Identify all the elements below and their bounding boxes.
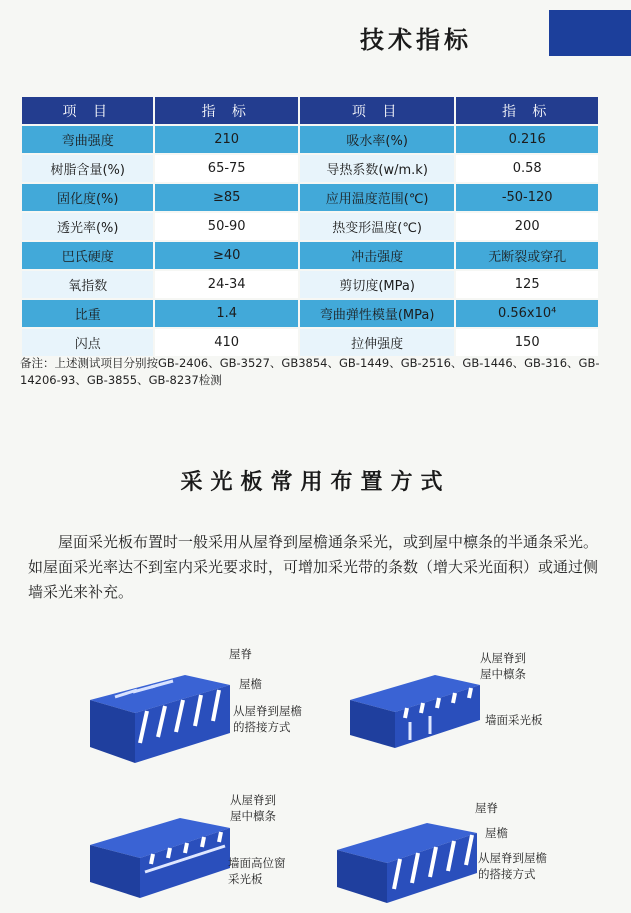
spec-item-cell: 闪点 [22, 329, 153, 356]
shed-building-illustration [85, 655, 235, 765]
spec-item-cell: 导热系数(w/m.k) [300, 155, 454, 182]
table-row [22, 271, 598, 298]
spec-item-cell: 氧指数 [22, 271, 153, 298]
spec-value-cell: 410 [155, 329, 297, 356]
spec-value-cell: 200 [456, 213, 598, 240]
table-header-row [22, 97, 598, 124]
callout-ridge-to-purlin: 从屋脊到 屋中檩条 [480, 651, 526, 681]
spec-item-cell: 热变形温度(℃) [300, 213, 454, 240]
spec-value-cell: 无断裂或穿孔 [456, 242, 598, 269]
col-header-item: 项 目 [22, 97, 153, 124]
spec-item-cell: 树脂含量(%) [22, 155, 153, 182]
callout-ridge-to-eave: 从屋脊到屋檐 的搭接方式 [233, 704, 302, 734]
spec-item-cell: 剪切度(MPa) [300, 271, 454, 298]
diagram-half-strip-wall [345, 660, 485, 750]
shed-building-illustration [332, 805, 482, 905]
spec-item-cell: 吸水率(%) [300, 126, 454, 153]
spec-value-cell: 0.216 [456, 126, 598, 153]
spec-value-cell: 150 [456, 329, 598, 356]
page-title: 技术指标 [360, 26, 472, 54]
diagram-full-strip-2 [332, 805, 482, 905]
spec-item-cell: 比重 [22, 300, 153, 327]
spec-table [20, 95, 600, 358]
spec-value-cell: 210 [155, 126, 297, 153]
table-row [22, 184, 598, 211]
callout-wall-panel: 墙面采光板 [485, 713, 543, 727]
table-row [22, 242, 598, 269]
shed-building-illustration [345, 660, 485, 750]
spec-item-cell: 弯曲强度 [22, 126, 153, 153]
spec-item-cell: 巴氏硬度 [22, 242, 153, 269]
test-standards-note: 备注：上述测试项目分别按GB-2406、GB-3527、GB3854、GB-1449、GB-2516、GB-1446、GB-316、GB-14206-93、GB-3855、GB-8237检测 [20, 356, 600, 387]
spec-value-cell: 0.56x10⁴ [456, 300, 598, 327]
callout-eave: 屋檐 [239, 677, 262, 691]
spec-value-cell: -50-120 [456, 184, 598, 211]
callout-ridge-to-eave: 从屋脊到屋檐 的搭接方式 [478, 851, 547, 881]
col-header-value: 指 标 [456, 97, 598, 124]
spec-value-cell: ≥85 [155, 184, 297, 211]
spec-item-cell: 应用温度范围(℃) [300, 184, 454, 211]
spec-value-cell: 0.58 [456, 155, 598, 182]
callout-high-window: 墙面高位窗 采光板 [228, 856, 286, 886]
header-accent-bar [549, 10, 631, 56]
table-row [22, 329, 598, 356]
section-intro: 屋面采光板布置时一般采用从屋脊到屋檐通条采光，或到屋中檩条的半通条采光。如屋面采光率达不到室内采光要求时，可增加采光带的条数（增大采光面积）或通过侧墙采光来补充。 [28, 533, 599, 601]
callout-ridge: 屋脊 [229, 647, 252, 661]
spec-item-cell: 弯曲弹性模量(MPa) [300, 300, 454, 327]
spec-value-cell: 24-34 [155, 271, 297, 298]
table-row [22, 126, 598, 153]
section-title: 采光板常用布置方式 [180, 470, 451, 495]
table-row [22, 300, 598, 327]
diagram-half-strip-window [85, 800, 235, 900]
spec-value-cell: 125 [456, 271, 598, 298]
spec-item-cell: 拉伸强度 [300, 329, 454, 356]
col-header-value: 指 标 [155, 97, 297, 124]
table-row [22, 213, 598, 240]
spec-value-cell: ≥40 [155, 242, 297, 269]
spec-item-cell: 冲击强度 [300, 242, 454, 269]
callout-ridge-to-purlin: 从屋脊到 屋中檩条 [230, 793, 276, 823]
spec-item-cell: 透光率(%) [22, 213, 153, 240]
callout-eave: 屋檐 [485, 826, 508, 840]
spec-value-cell: 1.4 [155, 300, 297, 327]
diagram-full-strip-1 [85, 655, 235, 765]
spec-item-cell: 固化度(%) [22, 184, 153, 211]
shed-building-illustration [85, 800, 235, 900]
callout-ridge: 屋脊 [475, 801, 498, 815]
table-row [22, 155, 598, 182]
spec-value-cell: 65-75 [155, 155, 297, 182]
spec-value-cell: 50-90 [155, 213, 297, 240]
col-header-item: 项 目 [300, 97, 454, 124]
